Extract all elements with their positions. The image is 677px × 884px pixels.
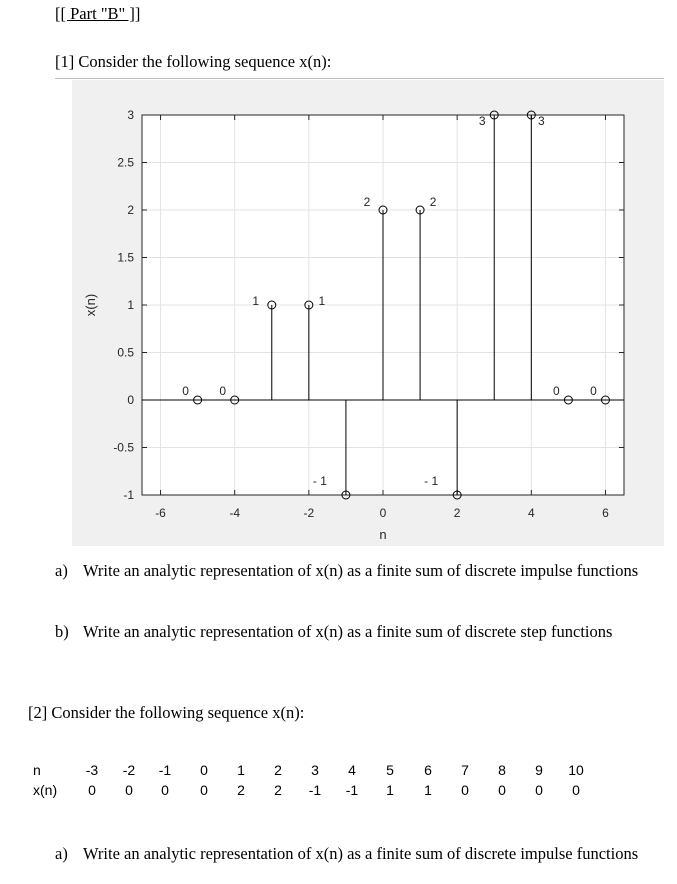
question-2a-label: a) [55, 844, 68, 863]
y-tick-label: 0 [127, 393, 134, 407]
x-tick-label: 2 [453, 506, 461, 520]
table-cell-n: 2 [274, 762, 282, 778]
table-cell-n: 3 [311, 762, 319, 778]
part-title: [[ Part "B" ]] [55, 4, 141, 23]
x-tick-label: -6 [155, 506, 166, 520]
question-1a-label: a) [55, 561, 68, 580]
table-cell-x: 2 [274, 782, 282, 798]
stem-data-label: 2 [363, 195, 371, 209]
divider [55, 78, 664, 79]
table-row-header-n: n [33, 762, 41, 778]
table-cell-n: -1 [158, 762, 172, 778]
y-tick-label: 1.5 [117, 250, 134, 265]
table-cell-n: 6 [424, 762, 432, 778]
y-tick-label: 1 [127, 298, 134, 312]
table-cell-x: 1 [424, 782, 432, 798]
table-cell-x: 0 [125, 782, 133, 798]
stem-plot [72, 80, 664, 546]
table-cell-x: 1 [386, 782, 394, 798]
table-cell-n: 10 [568, 762, 584, 778]
table-cell-x: 0 [498, 782, 506, 798]
question-2a [55, 844, 655, 884]
x-tick-label: -2 [303, 506, 315, 520]
y-tick-label: -1 [123, 488, 134, 502]
table-cell-n: 9 [535, 762, 543, 778]
table-cell-n: 7 [461, 762, 469, 778]
x-tick-label: -4 [229, 506, 241, 520]
question-1-prompt: [1] Consider the following sequence x(n): [55, 52, 332, 71]
question-1b [55, 622, 675, 642]
question-2-prompt: [2] Consider the following sequence x(n): [28, 703, 305, 722]
table-cell-x: 0 [200, 782, 208, 798]
stem-data-label: 0 [590, 384, 597, 398]
table-cell-x: 0 [461, 782, 469, 798]
table-cell-x: -1 [345, 782, 359, 798]
stem-data-label: 0 [182, 384, 189, 398]
question-1a-text: Write an analytic representation of x(n) as a finite sum of discrete impulse functions [83, 561, 639, 580]
stem-data-label: 0 [219, 384, 227, 398]
stem-data-label: 3 [537, 114, 545, 128]
table-cell-n: 4 [348, 762, 356, 778]
stem-data-label: 3 [478, 114, 486, 128]
table-cell-n: 1 [237, 762, 245, 778]
stem-data-label: - 1 [312, 474, 327, 488]
y-tick-label: -0.5 [113, 440, 134, 455]
question-1a [55, 561, 655, 601]
table-cell-x: 0 [88, 782, 96, 798]
table-cell-n: 0 [200, 762, 208, 778]
x-axis-label: n [379, 527, 387, 542]
y-axis-label: x(n) [83, 293, 98, 317]
table-cell-x: 0 [572, 782, 580, 798]
y-tick-label: 3 [127, 108, 134, 122]
table-cell-x: 0 [535, 782, 543, 798]
table-cell-x: 2 [237, 782, 245, 798]
y-tick-label: 2.5 [117, 155, 134, 170]
y-tick-label: 0.5 [117, 345, 134, 360]
table-cell-x: -1 [308, 782, 322, 798]
stem-plot-figure [72, 80, 664, 546]
table-cell-x: 0 [161, 782, 169, 798]
stem-data-label: 2 [429, 195, 437, 209]
y-tick-label: 2 [127, 203, 134, 217]
stem-data-label: 0 [553, 384, 560, 398]
question-1b-text: Write an analytic representation of x(n) as a finite sum of discrete step functions [83, 622, 613, 641]
stem-data-label: 1 [318, 294, 326, 308]
question-1b-label: b) [55, 622, 69, 641]
x-tick-label: 0 [379, 506, 387, 520]
stem-data-label: - 1 [424, 474, 439, 488]
table-cell-n: 5 [386, 762, 394, 778]
x-tick-label: 4 [527, 506, 535, 520]
table-cell-n: 8 [498, 762, 506, 778]
stem-data-label: 1 [252, 294, 260, 308]
question-2a-text: Write an analytic representation of x(n) as a finite sum of discrete impulse functions [83, 844, 639, 863]
x-tick-label: 6 [602, 506, 609, 520]
table-cell-n: -3 [85, 762, 99, 778]
table-cell-n: -2 [122, 762, 136, 778]
table-row-header-x: x(n) [33, 782, 58, 798]
